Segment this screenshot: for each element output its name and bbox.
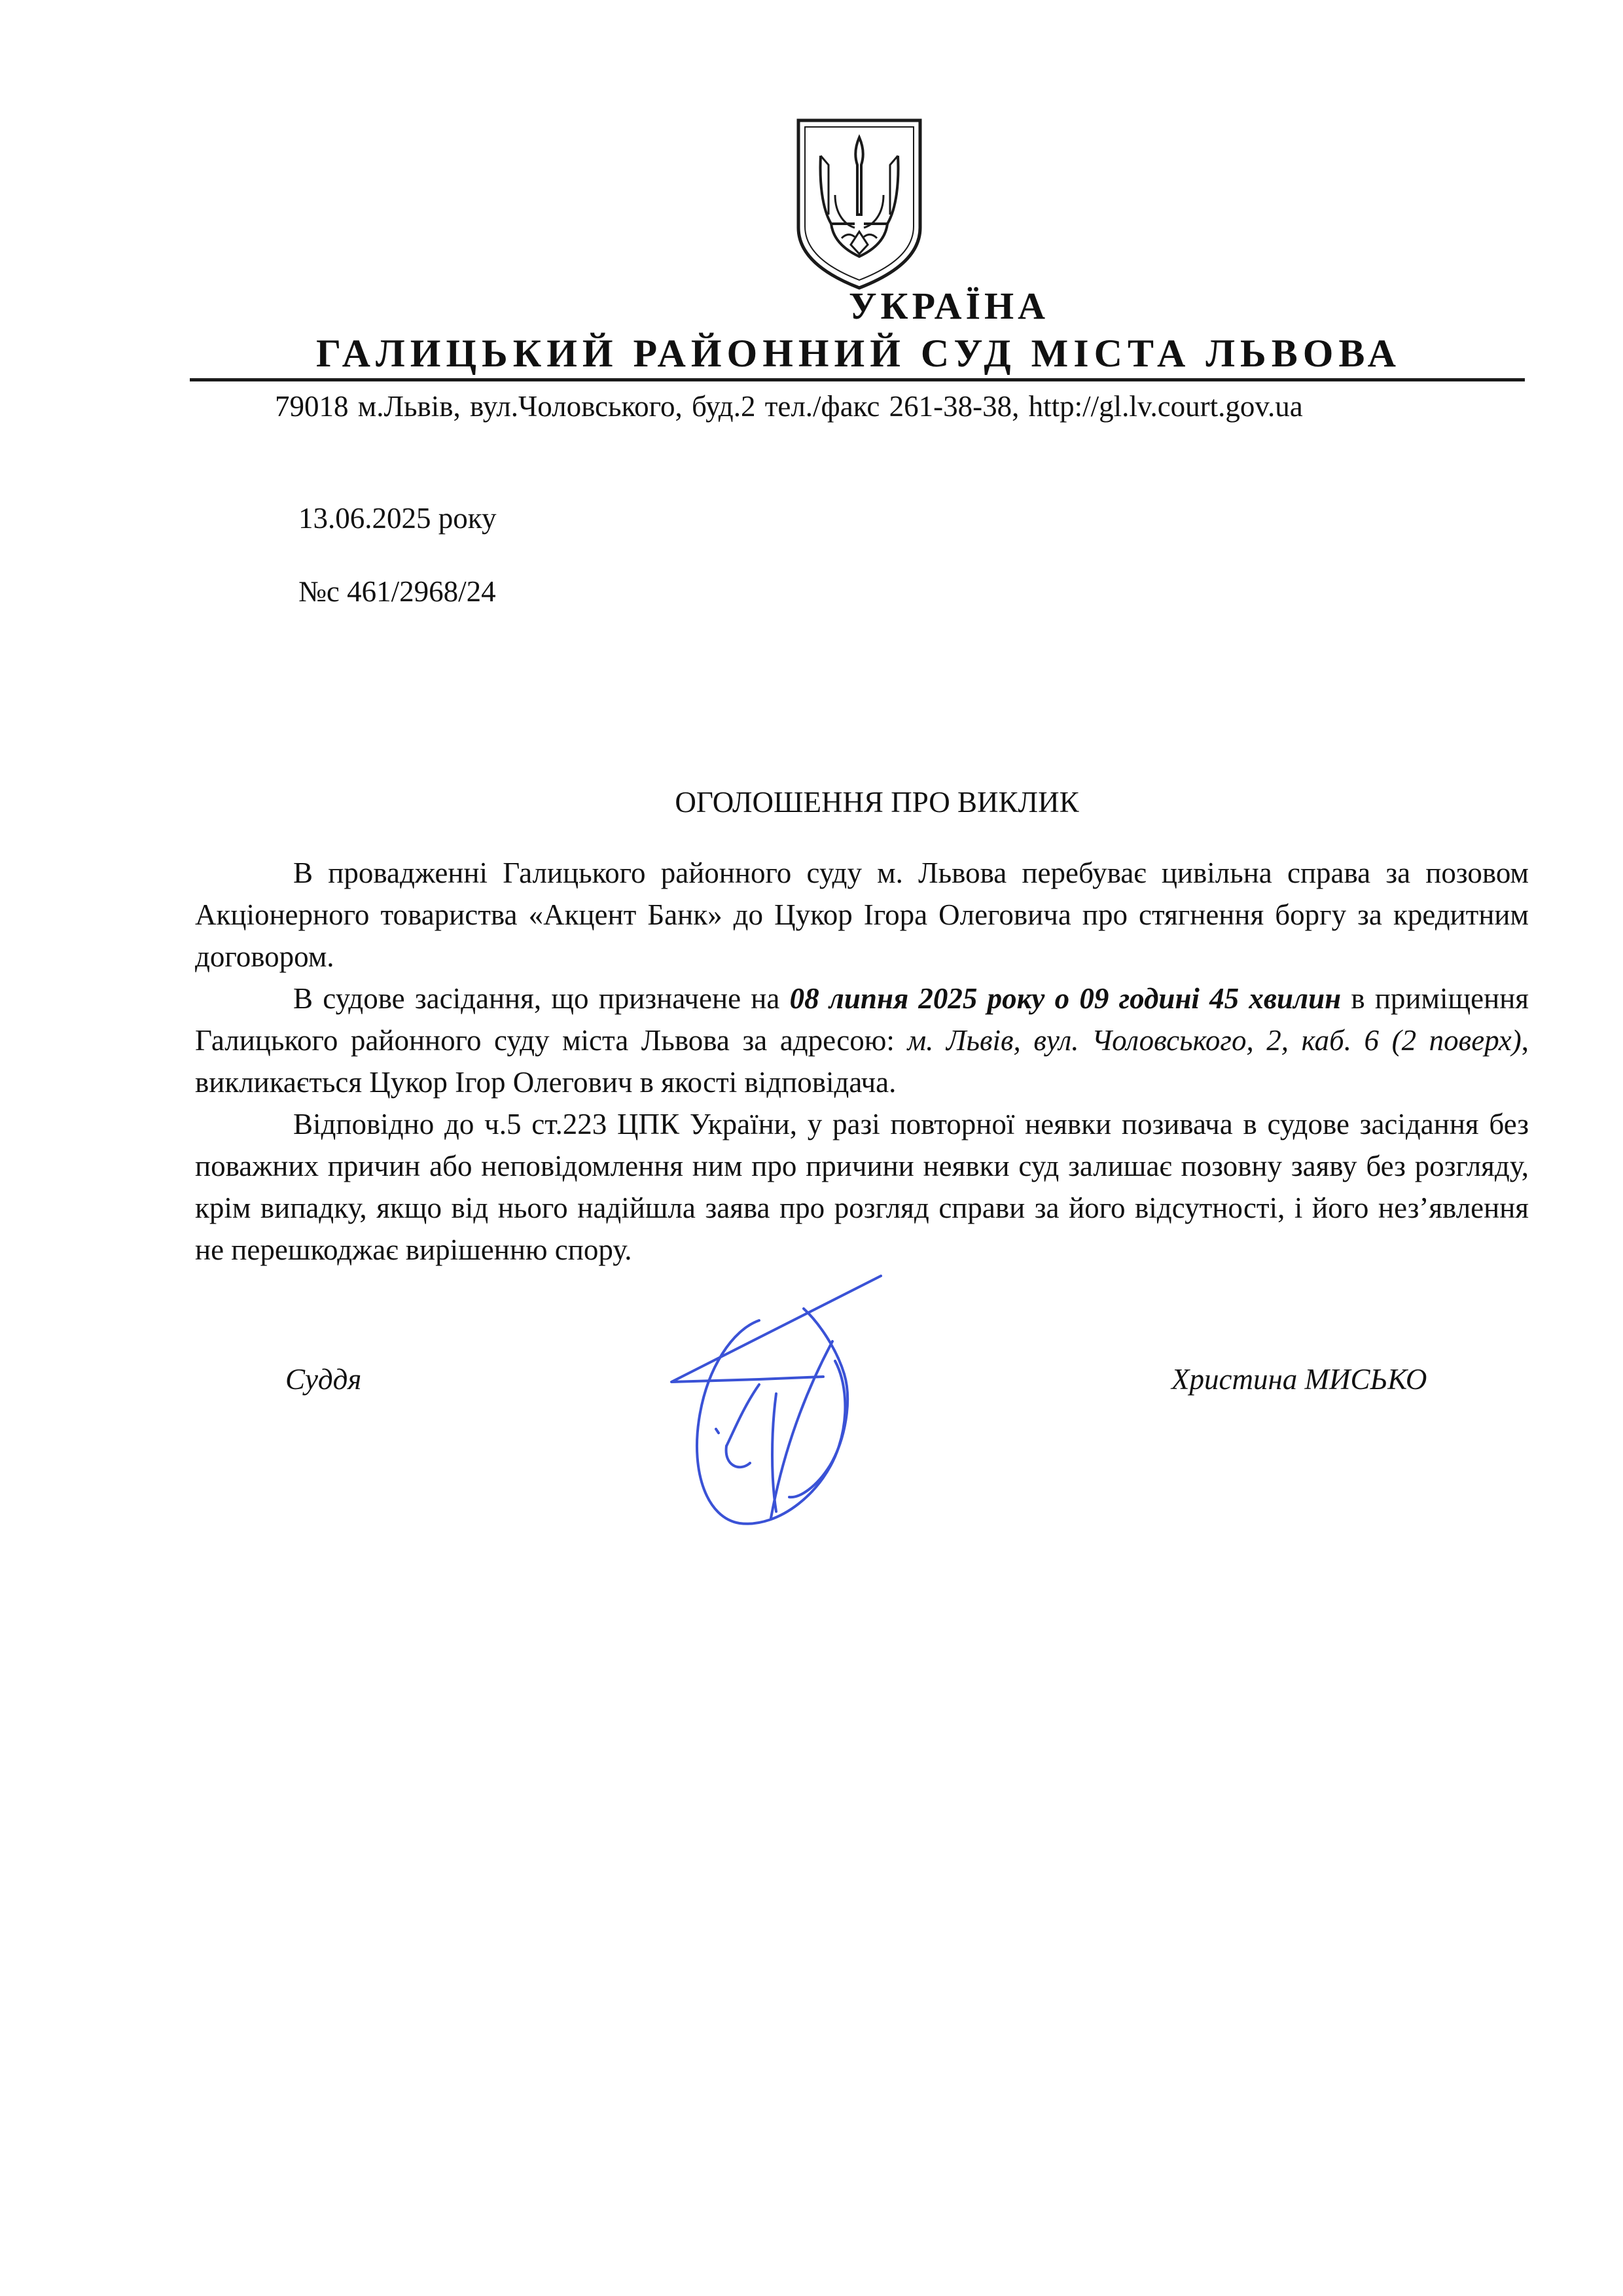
hearing-address: м. Львів, вул. Чоловського, 2, каб. 6 (2 поверх) bbox=[907, 1024, 1522, 1057]
court-name: ГАЛИЦЬКИЙ РАЙОННИЙ СУД МІСТА ЛЬВОВА bbox=[316, 332, 1401, 375]
hearing-lead-text: В судове засідання, що призначене на bbox=[293, 982, 790, 1015]
case-number: №с 461/2968/24 bbox=[298, 575, 496, 608]
court-address: 79018 м.Львів, вул.Чоловського, буд.2 тел./факс 261-38-38, http://gl.lv.court.gov.ua bbox=[275, 390, 1303, 423]
signatory-name: Христина МИСЬКО bbox=[1171, 1363, 1427, 1396]
document-body bbox=[195, 852, 1529, 1271]
hearing-location-text: в приміщення Галицького районного суду міста Львова за адресою: bbox=[195, 982, 1529, 1057]
hearing-tail-text: , викликається Цукор Ігор Олегович в якості відповідача. bbox=[195, 1024, 1529, 1099]
document-title: ОГОЛОШЕННЯ ПРО ВИКЛИК bbox=[675, 786, 1079, 819]
signatory-role: Суддя bbox=[285, 1363, 362, 1396]
paragraph-case-description: В провадженні Галицького районного суду м. Львова перебуває цивільна справа за позовом Акціонерного товариства «Акцент Банк» до Цукор Ігора Олеговича про стягнення боргу за кредитним договором. bbox=[195, 857, 1529, 973]
paragraph-hearing-summons bbox=[195, 978, 1529, 1103]
hearing-datetime: 08 липня 2025 року о 09 годині 45 хвилин bbox=[789, 982, 1342, 1015]
country-name: УКРАЇНА bbox=[848, 285, 1050, 327]
document-date: 13.06.2025 року bbox=[298, 502, 497, 535]
paragraph-legal-notice: Відповідно до ч.5 ст.223 ЦПК України, у разі повторної неявки позивача в судове засідання без поважних причин або неповідомлення ним про причини неявки суд залишає позовну заяву без розгляду, крім випадку, якщо від нього надійшла заява про розгляд справи за його відсутності, і його нез’явлення не перешкоджає вирішенню спору. bbox=[195, 1108, 1529, 1266]
handwritten-signature bbox=[661, 1269, 897, 1544]
header-divider bbox=[190, 378, 1525, 381]
coat-of-arms-trident-icon bbox=[794, 116, 924, 292]
